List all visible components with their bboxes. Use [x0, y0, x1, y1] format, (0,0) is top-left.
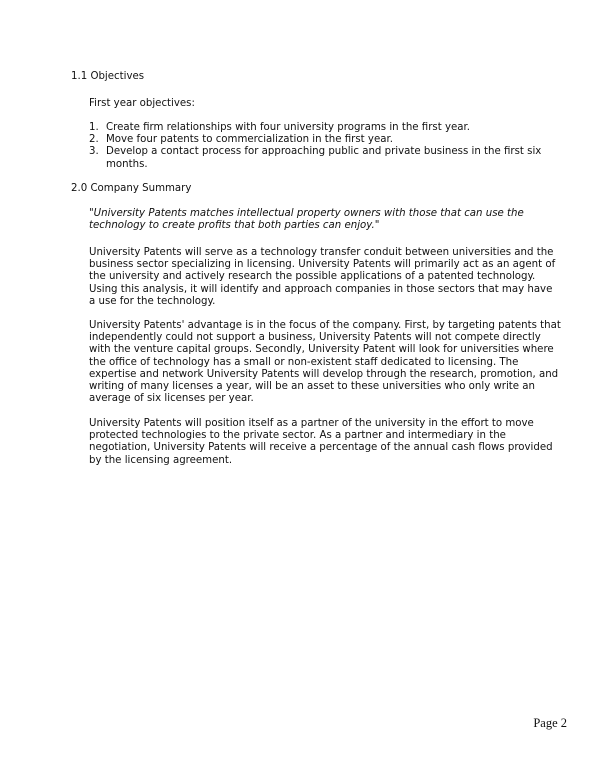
list-item-number: 1. — [89, 122, 99, 133]
company-paragraph-3: University Patents will position itself as a partner of the university in the effort to move protected technologies to the private sector. As a partner and intermediary in the negotiation, University Patents will receive a percentage of the annual cash flows provided by the licensing agreement. — [89, 418, 553, 466]
page-number: Page 2 — [533, 716, 567, 730]
company-paragraph-2: University Patents' advantage is in the focus of the company. First, by targeting patents that independently could not support a business, University Patents will not compete directly with the venture capital groups. Secondly, University Patent will look for universities where the office of technology has a small or non-existent staff dedicated to licensing. The expertise and network University Patents will develop through the research, promotion, and writing of many licenses a year, will be an asset to these universities who only write an average of six licenses per year. — [89, 320, 561, 405]
list-item — [89, 146, 561, 170]
list-item — [89, 122, 561, 134]
list-item-number: 2. — [89, 134, 99, 146]
list-item-text: Move four patents to commercialization in the first year. — [106, 134, 393, 146]
list-item-text: Create firm relationships with four university programs in the first year. — [106, 122, 470, 133]
list-item-text: Develop a contact process for approaching public and private business in the first six months. — [106, 146, 542, 170]
objectives-list — [89, 122, 561, 171]
section-heading-company-summary: 2.0 Company Summary — [71, 183, 192, 194]
list-item — [89, 134, 561, 146]
list-item-number: 3. — [89, 146, 99, 158]
company-quote: "University Patents matches intellectual property owners with those that can use the technology to create profits that both parties can enjoy." — [89, 208, 524, 232]
section-heading-objectives: 1.1 Objectives — [71, 71, 145, 82]
company-paragraph-1: University Patents will serve as a technology transfer conduit between universities and the business sector specializing in licensing. University Patents will primarily act as an agent of the university and actively research the possible applications of a patented technology. Using this analysis, it will identify and approach companies in those sectors that may have a use for the technology. — [89, 247, 556, 307]
objectives-intro: First year objectives: — [89, 98, 195, 109]
